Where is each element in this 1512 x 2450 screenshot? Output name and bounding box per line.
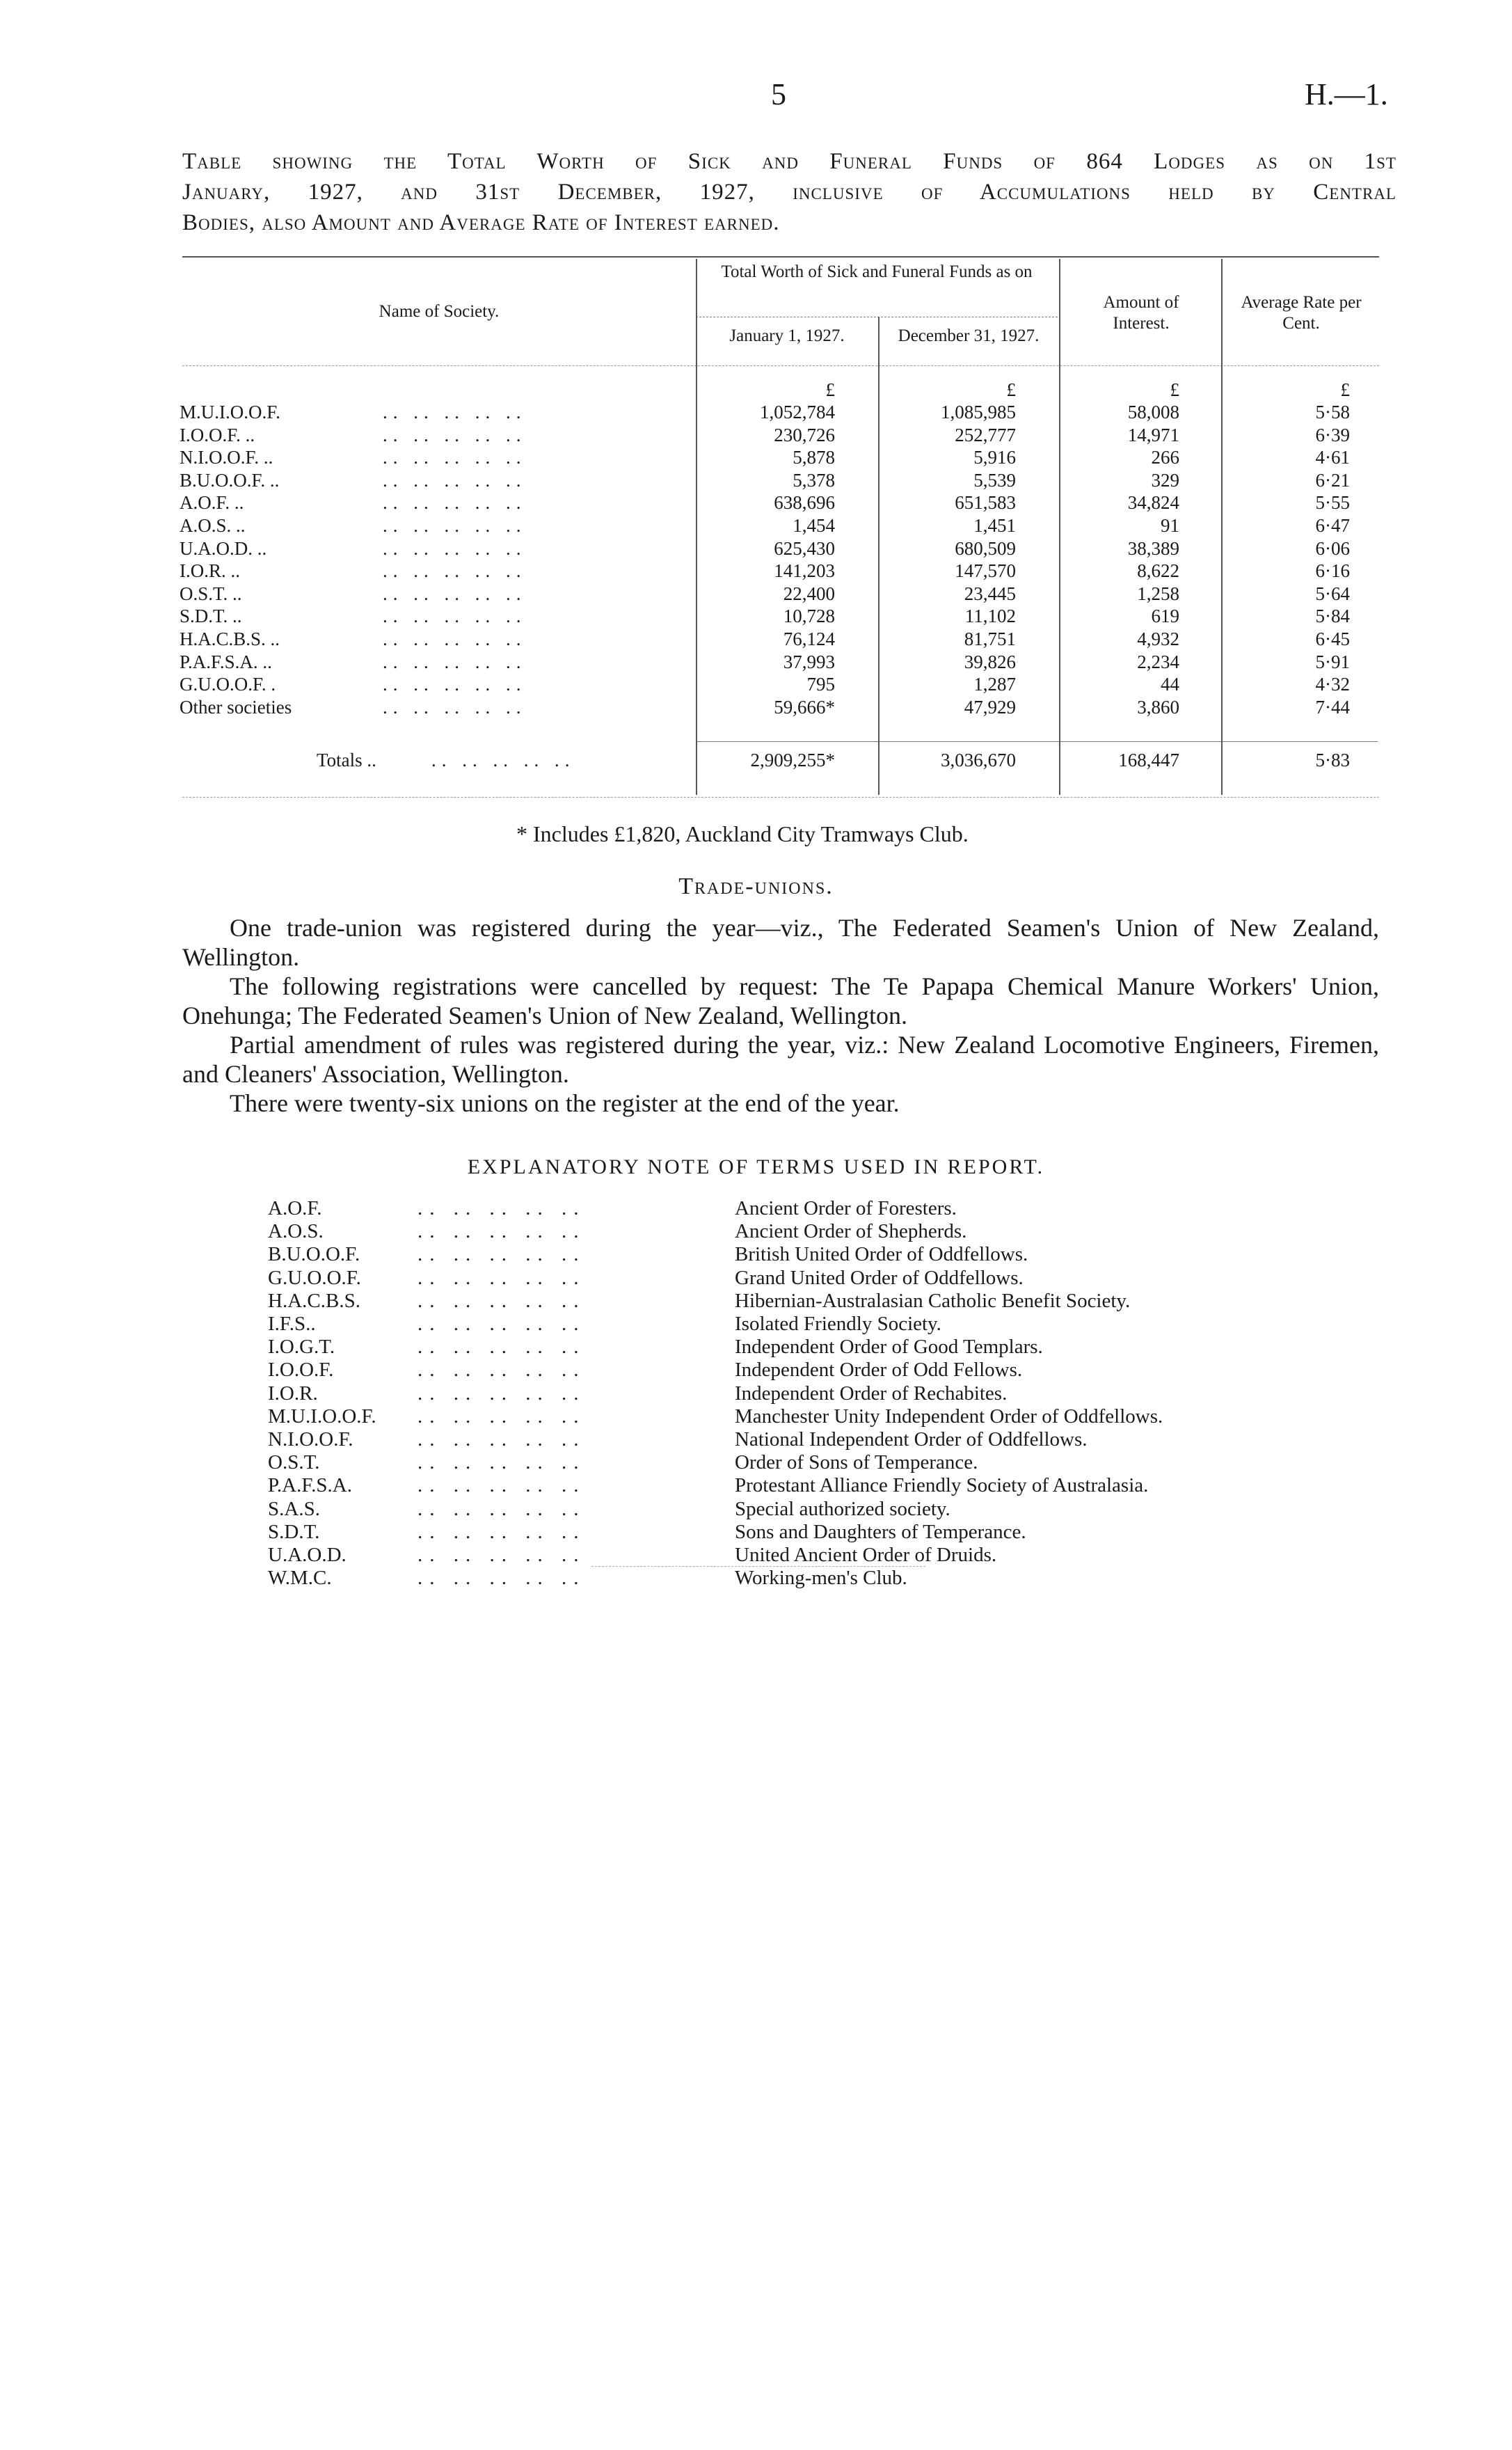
abbreviation: I.F.S.. <box>268 1313 316 1335</box>
dot-leaders: .. .. .. .. .. <box>383 515 527 536</box>
worth-jan: 10,728 <box>783 606 835 627</box>
currency-jan: £ <box>825 379 835 400</box>
col-divider-3 <box>1059 259 1060 795</box>
header-bottom-rule <box>182 365 1379 366</box>
interest-amount: 34,824 <box>1127 492 1179 514</box>
totals-interest: 168,447 <box>1118 750 1179 770</box>
worth-dec: 39,826 <box>964 651 1016 672</box>
interest-rate: 7·44 <box>1315 696 1350 718</box>
dot-leaders: .. .. .. .. .. <box>383 492 527 514</box>
interest-amount: 2,234 <box>1137 651 1179 672</box>
abbreviation: B.U.O.O.F. <box>268 1243 360 1266</box>
paragraph: There were twenty-six unions on the register at the end of the year. <box>230 1089 900 1117</box>
abbreviation-meaning: Order of Sons of Temperance. <box>735 1451 978 1474</box>
abbreviation-meaning: Grand United Order of Oddfellows. <box>735 1266 1024 1289</box>
header-total-worth: Total Worth of Sick and Funeral Funds as on <box>721 262 1033 281</box>
interest-amount: 329 <box>1151 469 1179 491</box>
header-amount-of-interest: Amount of Interest. <box>1103 293 1179 333</box>
worth-dec: 1,451 <box>973 515 1016 536</box>
abbreviation: M.U.I.O.O.F. <box>268 1405 376 1428</box>
worth-dec: 47,929 <box>964 696 1016 718</box>
totals-rate: 5·83 <box>1315 750 1350 770</box>
abbreviation: H.A.C.B.S. <box>268 1289 360 1312</box>
header-average-rate: Average Rate per Cent. <box>1241 293 1362 333</box>
dot-leaders: .. .. .. .. .. <box>383 651 527 672</box>
worth-jan: 1,454 <box>793 515 835 536</box>
worth-dec: 5,539 <box>973 469 1016 491</box>
dot-leaders: .. .. .. .. .. <box>417 1474 586 1497</box>
interest-amount: 4,932 <box>1137 629 1179 649</box>
society-name: I.O.R. .. <box>180 560 240 582</box>
paragraph: Partial amendment of rules was registered during the year, viz.: New Zealand Locomotive Engineers, Firemen, and Cleaners' Association, Wellington. <box>182 1031 1379 1088</box>
worth-jan: 230,726 <box>774 424 835 445</box>
worth-dec: 651,583 <box>955 492 1016 514</box>
interest-amount: 58,008 <box>1127 402 1179 422</box>
paragraph: One trade-union was registered during the year—viz., The Federated Seamen's Union of New Zealand, Wellington. <box>182 914 1379 971</box>
interest-rate: 6·39 <box>1315 424 1350 445</box>
abbreviation: I.O.R. <box>268 1382 318 1405</box>
society-name: O.S.T. .. <box>180 583 242 604</box>
table-title <box>182 146 1396 238</box>
title-line-2: January, 1927, and 31st December, 1927, inclusive of Accumulations held by Central <box>182 180 1396 205</box>
abbreviation: I.O.G.T. <box>268 1336 335 1359</box>
abbreviation-meaning: Isolated Friendly Society. <box>735 1313 941 1335</box>
worth-dec: 5,916 <box>973 447 1016 468</box>
interest-rate: 4·61 <box>1315 447 1350 468</box>
trade-unions-text <box>182 913 1379 1118</box>
worth-dec: 680,509 <box>955 537 1016 559</box>
dot-leaders: .. .. .. .. .. <box>417 1520 586 1543</box>
dot-leaders: .. .. .. .. .. <box>417 1451 586 1474</box>
dot-leaders: .. .. .. .. .. <box>383 629 527 649</box>
interest-rate: 5·55 <box>1315 492 1350 514</box>
dot-leaders: .. .. .. .. .. <box>383 447 527 468</box>
interest-rate: 5·84 <box>1315 606 1350 627</box>
interest-amount: 619 <box>1151 606 1179 627</box>
dot-leaders: .. .. .. .. .. <box>417 1497 586 1520</box>
abbreviation-meaning: Protestant Alliance Friendly Society of Australasia. <box>735 1474 1149 1497</box>
abbreviation: P.A.F.S.A. <box>268 1474 352 1497</box>
dot-leaders: .. .. .. .. .. <box>383 469 527 491</box>
title-line-1: Table showing the Total Worth of Sick and Funeral Funds of 864 Lodges as on 1st <box>182 149 1396 174</box>
interest-rate: 4·32 <box>1315 674 1350 695</box>
society-name: H.A.C.B.S. .. <box>180 629 280 649</box>
dot-leaders: .. .. .. .. .. <box>417 1197 586 1219</box>
dot-leaders: .. .. .. .. .. <box>383 537 527 559</box>
dot-leaders: .. .. .. .. .. <box>417 1266 586 1289</box>
abbreviation: G.U.O.O.F. <box>268 1266 361 1289</box>
page-reference: H.—1. <box>1305 77 1388 111</box>
currency-interest: £ <box>1170 379 1179 400</box>
abbreviation-meaning: National Independent Order of Oddfellows. <box>735 1428 1088 1451</box>
abbreviation-meaning: Independent Order of Odd Fellows. <box>735 1359 1023 1382</box>
abbreviation-meaning: British United Order of Oddfellows. <box>735 1243 1028 1266</box>
society-name: I.O.O.F. .. <box>180 424 255 445</box>
abbreviation: S.A.S. <box>268 1497 320 1520</box>
worth-jan: 5,878 <box>793 447 835 468</box>
worth-dec: 252,777 <box>955 424 1016 445</box>
table-top-rule <box>182 256 1379 258</box>
worth-dec: 1,287 <box>973 674 1016 695</box>
society-name: A.O.F. .. <box>180 492 244 514</box>
dot-leaders: .. .. .. .. .. <box>417 1544 586 1566</box>
dot-leaders: .. .. .. .. .. <box>417 1405 586 1428</box>
abbreviation-meaning: Sons and Daughters of Temperance. <box>735 1520 1026 1543</box>
abbreviation: A.O.S. <box>268 1220 324 1243</box>
dot-leaders: .. .. .. .. .. <box>383 674 527 695</box>
worth-dec: 11,102 <box>964 606 1016 627</box>
col-divider-4 <box>1221 259 1223 795</box>
table-bottom-rule <box>182 797 1379 798</box>
dot-leaders: .. .. .. .. .. <box>417 1359 586 1382</box>
worth-jan: 638,696 <box>774 492 835 514</box>
worth-jan: 1,052,784 <box>760 402 835 422</box>
society-name: N.I.O.O.F. .. <box>180 447 273 468</box>
interest-rate: 5·91 <box>1315 651 1350 672</box>
abbreviation-meaning: United Ancient Order of Druids. <box>735 1544 997 1566</box>
worth-jan: 76,124 <box>783 629 835 649</box>
abbreviation: U.A.O.D. <box>268 1544 347 1566</box>
totals-rule <box>696 741 1378 742</box>
worth-jan: 141,203 <box>774 560 835 582</box>
header-name-of-society: Name of Society. <box>379 302 500 321</box>
interest-rate: 6·06 <box>1315 537 1350 559</box>
interest-rate: 6·47 <box>1315 515 1350 536</box>
worth-jan: 37,993 <box>783 651 835 672</box>
col-divider-2 <box>878 317 880 795</box>
trade-unions-heading: Trade-unions. <box>678 874 834 899</box>
abbreviation-meaning: Ancient Order of Foresters. <box>735 1197 957 1219</box>
society-name: M.U.I.O.O.F. <box>180 402 280 422</box>
end-rule <box>591 1566 925 1567</box>
abbreviation: W.M.C. <box>268 1567 332 1590</box>
interest-amount: 3,860 <box>1137 696 1179 718</box>
interest-amount: 38,389 <box>1127 537 1179 559</box>
dot-leaders: .. .. .. .. .. <box>431 750 575 770</box>
dot-leaders: .. .. .. .. .. <box>417 1289 586 1312</box>
society-name: Other societies <box>180 696 292 718</box>
dot-leaders: .. .. .. .. .. <box>417 1428 586 1451</box>
worth-dec: 23,445 <box>964 583 1016 604</box>
abbreviation-meaning: Manchester Unity Independent Order of Oddfellows. <box>735 1405 1163 1428</box>
totals-dec: 3,036,670 <box>941 750 1016 770</box>
interest-amount: 266 <box>1151 447 1179 468</box>
interest-rate: 6·16 <box>1315 560 1350 582</box>
title-line-3: Bodies, also Amount and Average Rate of Interest earned. <box>182 210 780 235</box>
dot-leaders: .. .. .. .. .. <box>383 583 527 604</box>
interest-amount: 44 <box>1161 674 1179 695</box>
totals-label: Totals .. <box>317 750 376 770</box>
interest-rate: 6·45 <box>1315 629 1350 649</box>
currency-rate: £ <box>1340 379 1350 400</box>
society-name: G.U.O.O.F. . <box>180 674 276 695</box>
footnote: * Includes £1,820, Auckland City Tramways Club. <box>516 821 969 846</box>
interest-amount: 1,258 <box>1137 583 1179 604</box>
interest-rate: 5·64 <box>1315 583 1350 604</box>
society-name: P.A.F.S.A. .. <box>180 651 272 672</box>
abbreviation: N.I.O.O.F. <box>268 1428 353 1451</box>
abbreviation: A.O.F. <box>268 1197 322 1219</box>
dot-leaders: .. .. .. .. .. <box>417 1220 586 1243</box>
dot-leaders: .. .. .. .. .. <box>383 402 527 422</box>
society-name: S.D.T. .. <box>180 606 242 627</box>
dot-leaders: .. .. .. .. .. <box>383 560 527 582</box>
interest-rate: 6·21 <box>1315 469 1350 491</box>
abbreviation: O.S.T. <box>268 1451 320 1474</box>
dot-leaders: .. .. .. .. .. <box>417 1336 586 1359</box>
worth-jan: 625,430 <box>774 537 835 559</box>
interest-amount: 8,622 <box>1137 560 1179 582</box>
dot-leaders: .. .. .. .. .. <box>417 1567 586 1590</box>
header-december: December 31, 1927. <box>898 326 1040 345</box>
dot-leaders: .. .. .. .. .. <box>383 424 527 445</box>
worth-jan: 795 <box>806 674 835 695</box>
explanatory-heading: EXPLANATORY NOTE OF TERMS USED IN REPORT. <box>467 1155 1045 1178</box>
worth-jan: 5,378 <box>793 469 835 491</box>
abbreviation-meaning: Independent Order of Rechabites. <box>735 1382 1008 1405</box>
totals-jan: 2,909,255* <box>750 750 835 770</box>
header-january: January 1, 1927. <box>729 326 845 345</box>
worth-dec: 147,570 <box>955 560 1016 582</box>
abbreviation: I.O.O.F. <box>268 1359 334 1382</box>
dot-leaders: .. .. .. .. .. <box>383 606 527 627</box>
interest-amount: 91 <box>1161 515 1179 536</box>
worth-dec: 81,751 <box>964 629 1016 649</box>
abbreviation: S.D.T. <box>268 1520 320 1543</box>
society-name: A.O.S. .. <box>180 515 246 536</box>
worth-jan: 59,666* <box>774 696 835 718</box>
currency-dec: £ <box>1006 379 1016 400</box>
abbreviation-meaning: Ancient Order of Shepherds. <box>735 1220 967 1243</box>
paragraph: The following registrations were cancelled by request: The Te Papapa Chemical Manure Workers' Union, Onehunga; The Federated Seamen's Union of New Zealand, Wellington. <box>182 972 1379 1029</box>
dot-leaders: .. .. .. .. .. <box>417 1243 586 1266</box>
dot-leaders: .. .. .. .. .. <box>417 1382 586 1405</box>
abbreviation-meaning: Independent Order of Good Templars. <box>735 1336 1043 1359</box>
worth-jan: 22,400 <box>783 583 835 604</box>
abbreviation-meaning: Special authorized society. <box>735 1497 950 1520</box>
society-name: U.A.O.D. .. <box>180 537 267 559</box>
interest-rate: 5·58 <box>1315 402 1350 422</box>
abbreviation-meaning: Hibernian-Australasian Catholic Benefit Society. <box>735 1289 1131 1312</box>
page-number: 5 <box>771 77 786 111</box>
worth-dec: 1,085,985 <box>941 402 1016 422</box>
society-name: B.U.O.O.F. .. <box>180 469 280 491</box>
interest-amount: 14,971 <box>1127 424 1179 445</box>
abbreviation-meaning: Working-men's Club. <box>735 1567 907 1590</box>
dot-leaders: .. .. .. .. .. <box>417 1313 586 1335</box>
dot-leaders: .. .. .. .. .. <box>383 696 527 718</box>
